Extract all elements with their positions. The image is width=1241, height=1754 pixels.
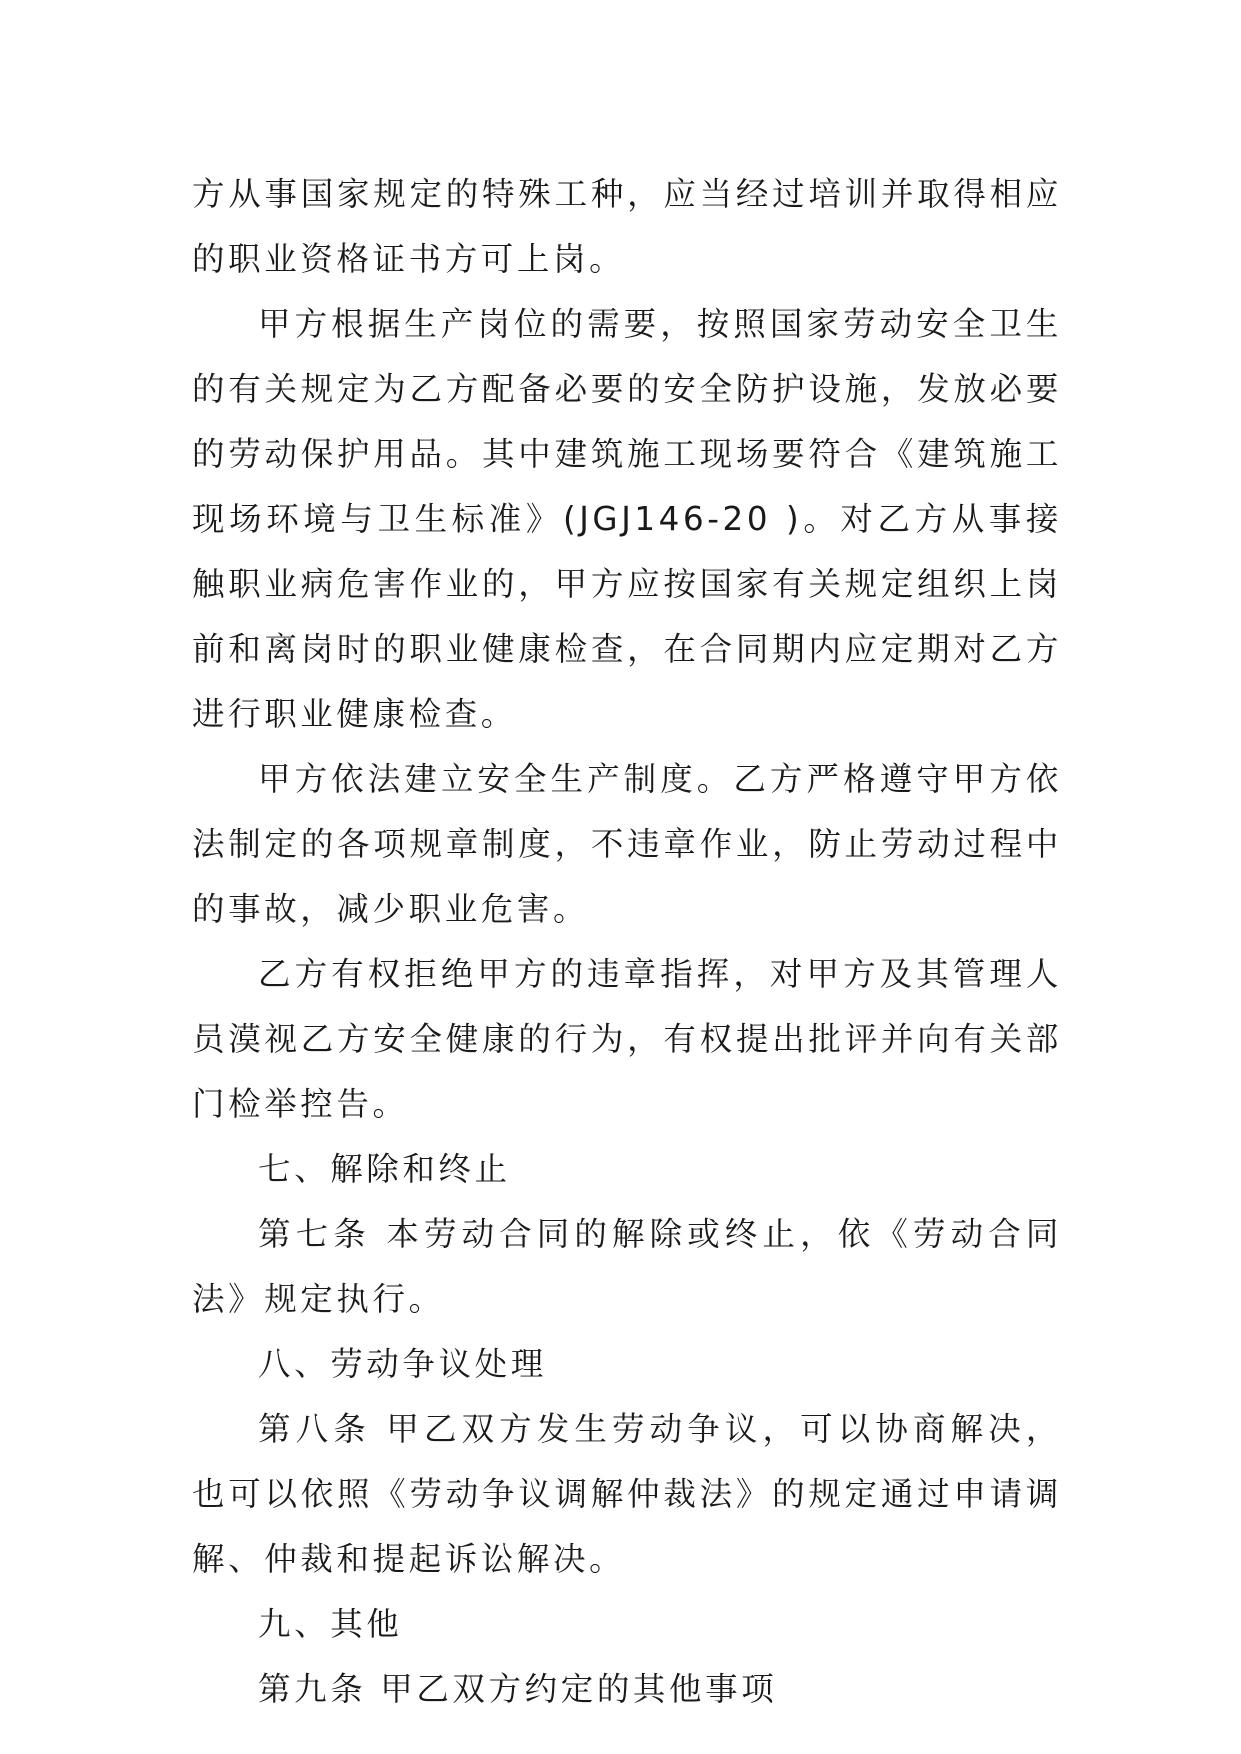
paragraph-right-to-refuse: 乙方有权拒绝甲方的违章指挥，对甲方及其管理人员漠视乙方安全健康的行为，有权提出批评并向有关部门检举控告。 [192, 955, 1062, 1123]
paragraph-special-trades-qualification: 方从事国家规定的特殊工种，应当经过培训并取得相应的职业资格证书方可上岗。 [192, 175, 1062, 278]
paragraph-safety-production-system: 甲方依法建立安全生产制度。乙方严格遵守甲方依法制定的各项规章制度，不违章作业，防止劳动过程中的事故，减少职业危害。 [192, 760, 1062, 928]
article-9: 第九条 甲乙双方约定的其他事项 [258, 1670, 778, 1708]
paragraph-safety-protection-equipment: 甲方根据生产岗位的需要，按照国家劳动安全卫生的有关规定为乙方配备必要的安全防护设施，发放必要的劳动保护用品。其中建筑施工现场要符合《建筑施工现场环境与卫生标准》(JGJ146-20 )。对乙方从事接触职业病危害作业的，甲方应按国家有关规定组织上岗前和离岗时的职业健康检查，在合同期内应定期对乙方进行职业健康检查。 [192, 305, 1062, 733]
article-8: 第八条 甲乙双方发生劳动争议，可以协商解决，也可以依照《劳动争议调解仲裁法》的规定通过申请调解、仲裁和提起诉讼解决。 [192, 1410, 1062, 1578]
section-heading-termination: 七、解除和终止 [258, 1150, 511, 1188]
document-body [192, 162, 1062, 1722]
section-heading-other: 九、其他 [258, 1605, 403, 1643]
section-heading-labor-dispute: 八、劳动争议处理 [258, 1345, 547, 1383]
article-7: 第七条 本劳动合同的解除或终止，依《劳动合同法》规定执行。 [192, 1215, 1062, 1318]
